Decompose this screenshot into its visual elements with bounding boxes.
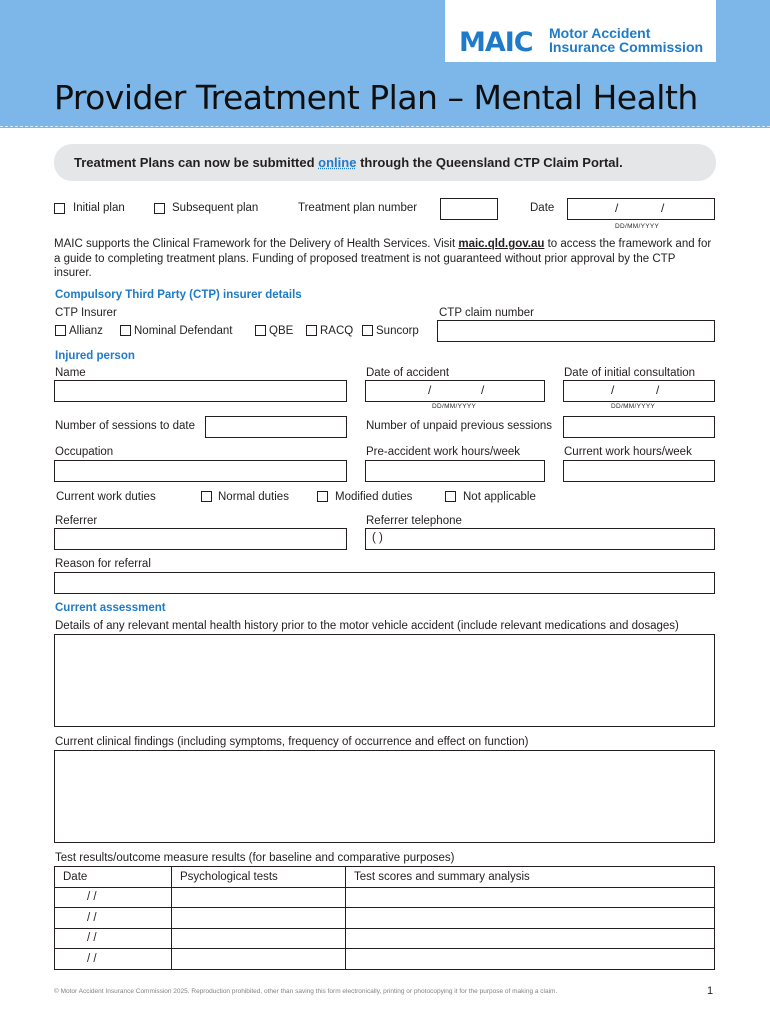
insurer-suncorp-label: Suncorp [376, 325, 419, 337]
copyright-footer: © Motor Accident Insurance Commission 2025. Reproduction prohibited, other than saving this form electronically, printing or photocopying it for the purpose of making a claim. [54, 988, 558, 995]
not-applicable-checkbox[interactable] [445, 491, 456, 502]
banner-text-after: through the Queensland CTP Claim Portal. [356, 155, 623, 170]
table-cell[interactable] [172, 928, 346, 949]
table-date-cell[interactable]: / / [55, 928, 172, 949]
table-row [55, 949, 715, 970]
initial-plan-checkbox[interactable] [54, 203, 65, 214]
date-consult-label: Date of initial consultation [564, 367, 696, 379]
maic-logo: MAIC [459, 27, 533, 58]
name-field[interactable] [54, 380, 347, 402]
ctp-claim-label: CTP claim number [439, 307, 535, 319]
date-accident-label: Date of accident [366, 367, 450, 379]
sessions-field[interactable] [205, 416, 347, 438]
table-cell[interactable] [172, 887, 346, 908]
history-field[interactable] [54, 634, 715, 727]
findings-label: Current clinical findings (including symptoms, frequency of occurrence and effect on function) [55, 736, 529, 748]
logo-name-line1: Motor Accident [549, 25, 651, 41]
unpaid-sessions-label: Number of unpaid previous sessions [366, 420, 553, 432]
table-row [55, 928, 715, 949]
table-cell[interactable] [172, 908, 346, 929]
banner-text-before: Treatment Plans can now be submitted [74, 155, 319, 170]
intro-text-before: MAIC supports the Clinical Framework for the Delivery of Health Services. Visit [54, 238, 459, 250]
name-label: Name [55, 367, 86, 379]
table-date-cell[interactable]: / / [55, 949, 172, 970]
current-hours-field[interactable] [563, 460, 715, 482]
logo-name [549, 26, 703, 54]
plan-date-hint: DD/MM/YYYY [615, 223, 660, 230]
plan-date-slash-2: / [661, 201, 665, 215]
modified-duties-label: Modified duties [335, 491, 413, 503]
referrer-label: Referrer [55, 515, 98, 527]
telephone-area-code: ( ) [372, 532, 383, 544]
table-date-cell[interactable]: / / [55, 887, 172, 908]
accident-slash-1: / [428, 383, 432, 397]
consult-slash-2: / [656, 383, 660, 397]
history-label: Details of any relevant mental health history prior to the motor vehicle accident (include relevant medications and dosages) [55, 620, 679, 632]
table-header-row [55, 867, 715, 888]
date-consult-field[interactable] [563, 380, 715, 402]
injured-heading: Injured person [55, 350, 135, 362]
insurer-qbe-checkbox[interactable] [255, 325, 266, 336]
header-divider [0, 126, 770, 128]
accident-date-hint: DD/MM/YYYY [432, 403, 477, 410]
current-hours-label: Current work hours/week [564, 446, 692, 458]
table-row [55, 908, 715, 929]
occupation-label: Occupation [55, 446, 114, 458]
plan-number-field[interactable] [440, 198, 498, 220]
subsequent-plan-label: Subsequent plan [172, 202, 259, 214]
table-cell[interactable] [346, 928, 715, 949]
occupation-field[interactable] [54, 460, 347, 482]
table-cell[interactable] [346, 887, 715, 908]
test-results-table [54, 866, 715, 970]
assessment-heading: Current assessment [55, 602, 166, 614]
consult-slash-1: / [611, 383, 615, 397]
plan-date-field[interactable] [567, 198, 715, 220]
plan-date-slash-1: / [615, 201, 619, 215]
ctp-insurer-label: CTP Insurer [55, 307, 117, 319]
insurer-qbe-label: QBE [269, 325, 294, 337]
work-duties-label: Current work duties [56, 491, 156, 503]
table-cell[interactable] [172, 949, 346, 970]
table-date-cell[interactable]: / / [55, 908, 172, 929]
initial-plan-label: Initial plan [73, 202, 125, 214]
maic-website-link[interactable]: maic.qld.gov.au [458, 238, 545, 250]
insurer-nominal-defendant-checkbox[interactable] [120, 325, 131, 336]
plan-date-label: Date [530, 202, 555, 214]
ctp-claim-field[interactable] [437, 320, 715, 342]
table-header-date: Date [55, 867, 172, 888]
insurer-racq-checkbox[interactable] [306, 325, 317, 336]
modified-duties-checkbox[interactable] [317, 491, 328, 502]
findings-field[interactable] [54, 750, 715, 843]
table-cell[interactable] [346, 908, 715, 929]
unpaid-sessions-field[interactable] [563, 416, 715, 438]
plan-number-label: Treatment plan number [298, 202, 418, 214]
date-accident-field[interactable] [365, 380, 545, 402]
insurer-heading: Compulsory Third Party (CTP) insurer details [55, 289, 302, 301]
tests-label: Test results/outcome measure results (for baseline and comparative purposes) [55, 852, 455, 864]
table-row [55, 887, 715, 908]
table-header-psych-tests: Psychological tests [172, 867, 346, 888]
intro-paragraph [54, 237, 716, 281]
reason-referral-field[interactable] [54, 572, 715, 594]
insurer-nominal-defendant-label: Nominal Defendant [134, 325, 233, 337]
page-number: 1 [707, 985, 714, 997]
table-header-scores: Test scores and summary analysis [346, 867, 715, 888]
pre-accident-hours-label: Pre-accident work hours/week [366, 446, 521, 458]
insurer-suncorp-checkbox[interactable] [362, 325, 373, 336]
insurer-allianz-checkbox[interactable] [55, 325, 66, 336]
banner-text [74, 155, 623, 170]
subsequent-plan-checkbox[interactable] [154, 203, 165, 214]
normal-duties-checkbox[interactable] [201, 491, 212, 502]
table-cell[interactable] [346, 949, 715, 970]
insurer-allianz-label: Allianz [69, 325, 103, 337]
referrer-telephone-field[interactable] [365, 528, 715, 550]
sessions-label: Number of sessions to date [55, 420, 195, 432]
referrer-field[interactable] [54, 528, 347, 550]
online-link[interactable]: online [318, 155, 357, 170]
referrer-telephone-label: Referrer telephone [366, 515, 462, 527]
consult-date-hint: DD/MM/YYYY [611, 403, 656, 410]
pre-accident-hours-field[interactable] [365, 460, 545, 482]
normal-duties-label: Normal duties [218, 491, 289, 503]
reason-referral-label: Reason for referral [55, 558, 151, 570]
accident-slash-2: / [481, 383, 485, 397]
not-applicable-label: Not applicable [463, 491, 536, 503]
logo-name-line2: Insurance Commission [549, 39, 704, 55]
intro-text-after: to access the framework and for a guide to completing treatment plans. Funding of proposed treatment is not guaranteed without prior approval by the CTP insurer. [54, 238, 712, 279]
insurer-racq-label: RACQ [320, 325, 354, 337]
page-title: Provider Treatment Plan – Mental Health [54, 78, 698, 117]
